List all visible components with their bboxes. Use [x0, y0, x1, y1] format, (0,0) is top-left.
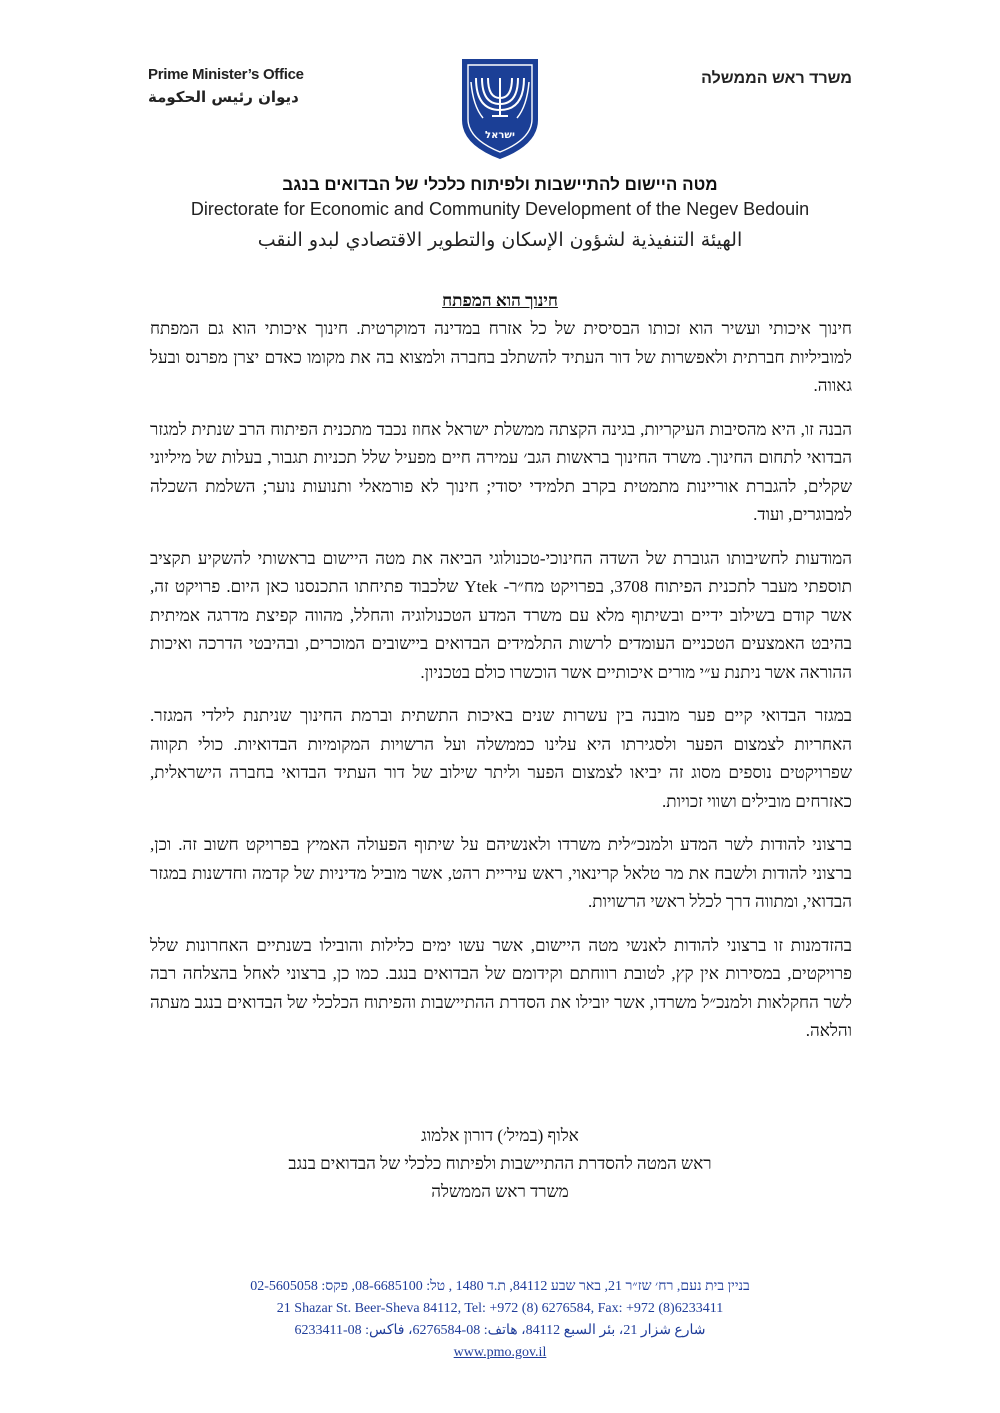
office-name-hebrew: משרד ראש הממשלה	[701, 70, 852, 87]
paragraph: במגזר הבדואי קיים פער מובנה בין עשרות שנים באיכות התשתית וברמת החינוך שניתנת לילדי המגזר. האחריות לצמצום הפער ולסגירתו היא עלינו כממשלה ועל הרשויות המקומיות הבדואיות. כולי תקווה שפרויקטים נוספים מסוג זה יביאו לצמצום הפער וליתר שילוב של דור העתיד הבדואי בחברה הישראלית, כאזרחים מובילים ושווי זכויות.	[150, 706, 852, 811]
footer-address-hebrew: בניין בית נעם, רח׳ שז״ר 21, באר שבע 84112, ת.ד 1480 , טל: 08-6685100, פקס: 02-5605058	[250, 1279, 750, 1294]
footer-address-english: 21 Shazar St. Beer-Sheva 84112, Tel: +972 (8) 6276584, Fax: +972 (8)6233411	[276, 1301, 724, 1316]
emblem-caption: ישראל	[485, 130, 515, 141]
directorate-name-english: Directorate for Economic and Community Development of the Negev Bedouin	[190, 199, 810, 219]
footer-website-link[interactable]: www.pmo.gov.il	[453, 1345, 547, 1360]
directorate-name-arabic: الهيئة التنفيذية لشؤون الإسكان والتطوير الاقتصادي لبدو النقب	[257, 229, 743, 251]
footer-address-arabic: شارع شزار 21، بئر السبع 84112، هاتف: 08-6276584، فاكس: 08-6233411	[294, 1323, 706, 1338]
directorate-name-hebrew: מטה היישום להתיישבות ולפיתוח כלכלי של הבדואים בנגב	[282, 175, 718, 194]
document-body	[150, 315, 852, 1061]
paragraph: המודעות לחשיבותו הגוברת של השדה החינוכי-טכנולוגי הביאה את מטה היישום בראשותי להשקיע תקציב תוספתי מעבר לתכנית הפיתוח 3708, בפרויקט מח״ר- Ytek שלכבוד פתיחתו התכנסנו כאן היום. פרויקט זה, אשר קודם בשילוב ידיים ובשיתוף מלא עם משרד המדע הטכנולוגיה והחלל, מהווה קפיצת מדרגה אמיתית בהיבט האמצעים הטכניים העומדים לרשות התלמידים הבדואים ביישובים המוכרים, ובהיבטי הדרכה ואיכות ההוראה אשר ניתנת ע״י מורים איכותיים אשר הוכשרו כולם בטכניון.	[150, 548, 853, 682]
document-title: חינוך הוא המפתח	[442, 291, 558, 310]
paragraph: הבנה זו, היא מהסיבות העיקריות, בגינה הקצתה ממשלת ישראל אחוז נכבד מתכנית הפיתוח הרב שנתית למגזר הבדואי לתחום החינוך. משרד החינוך בראשות הגב׳ עמירה חיים מפעיל שלל תכניות תגבור, בעלות של מיליוני שקלים, להגברת אוריינות מתמטית בקרב תלמידי יסודי; חינוך לא פורמאלי ותנועות נוער; השלמת השכלה למבוגרים, ועוד.	[150, 419, 852, 524]
office-name-arabic: ديوان رئيس الحكومة	[148, 88, 299, 106]
footer	[0, 1276, 1000, 1364]
signatory-office: משרד ראש הממשלה	[431, 1182, 569, 1201]
signatory-name: אלוף (במיל׳) דורון אלמוג	[421, 1126, 579, 1145]
paragraph: חינוך איכותי ועשיר הוא זכותו הבסיסית של כל אזרח במדינה דמוקרטית. חינוך איכותי הוא גם המפתח למוביליות חברתית ולאפשרות של דור העתיד להשתלב בחברה ולמצוא בה את מקומו כאדם יצרן מפרנס ובעל גאווה.	[150, 319, 852, 395]
state-emblem	[461, 58, 539, 160]
paragraph: בהזדמנות זו ברצוני להודות לאנשי מטה היישום, אשר עשו ימים כלילות והובילו בשנתיים האחרונות שלל פרויקטים, במסירות אין קץ, לטובת רווחתם וקידומם של הבדואים בנגב. כמו כן, ברצוני לאחל בהצלחה רבה לשר החקלאות ולמנכ״ל משרדו, אשר יובילו את הסדרת ההתיישבות והפיתוח הכלכלי של הבדואים בנגב מעתה והלאה.	[150, 935, 852, 1040]
signature-block	[0, 1122, 1000, 1206]
paragraph: ברצוני להודות לשר המדע ולמנכ״לית משרדו ולאנשיהם על שיתוף הפעולה האמיץ בפרויקט חשוב זה. וכן, ברצוני להודות ולשבח את מר טלאל קרינאוי, ראש עיריית רהט, אשר מוביל מדיניות של קדמה וחדשנות במגזר הבדואי, ומתווה דרך לכלל ראשי הרשויות.	[150, 835, 852, 911]
office-name-english: Prime Minister’s Office	[148, 66, 304, 83]
signatory-role: ראש המטה להסדרת ההתיישבות ולפיתוח כלכלי של הבדואים בנגב	[288, 1154, 712, 1173]
menorah-emblem-icon	[461, 58, 539, 160]
